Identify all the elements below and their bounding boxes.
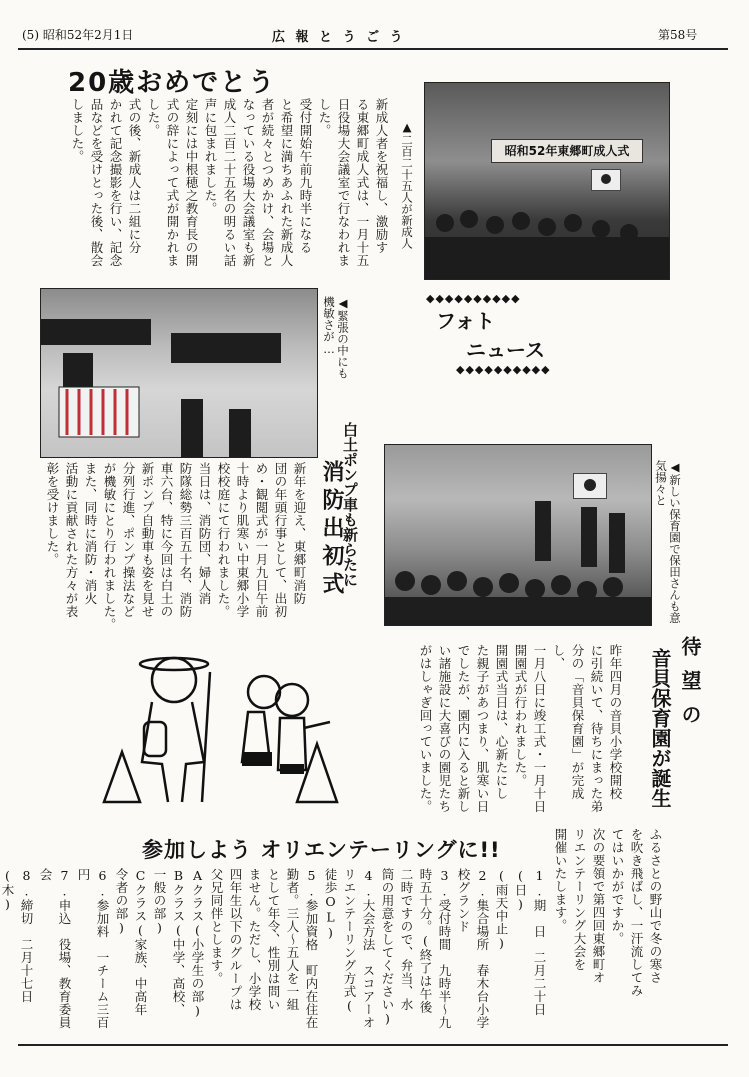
header-rule (18, 48, 728, 50)
nursery-caption: ◀新しい保育園で保田さんも意気揚々と (654, 460, 682, 624)
text-line: と希望に満ちあふれた新成人 (279, 98, 294, 267)
schedule-item: ません。ただし、小学校 (247, 868, 262, 1011)
children-illustration (385, 501, 651, 625)
nursery-photo (384, 444, 652, 626)
coming-of-age-body (68, 98, 391, 278)
ceremony-banner (491, 139, 643, 163)
schedule-item: Cクラス(家族、中高年 (133, 868, 148, 1016)
fire-brigade-subheadline: 白土ポンプ車も新らたに (341, 422, 359, 587)
schedule-item: 5.参加資格 町内在住在 (304, 868, 319, 1029)
schedule-item: 2.集合場所 春木台小学 (475, 868, 490, 1029)
fire-brigade-photo (40, 288, 318, 458)
nursery-headline-b: 音貝保育園が誕生 (648, 648, 672, 808)
banner-text: 昭和52年東郷町成人式 (504, 144, 630, 158)
text-line: 分の「音貝保育園」が完成し、 (551, 644, 585, 800)
coming-of-age-caption: ▲二百二十五人が新成人 (400, 120, 414, 249)
schedule-item: 令者の部) (114, 868, 129, 936)
text-line: なっている役場大会議室も新 (241, 98, 256, 267)
text-line: 一月八日に竣工式・一月十日 (532, 644, 547, 813)
text-line: 当日は、消防団、婦人消 (197, 462, 212, 605)
diamond-border-top: ◆◆◆◆◆◆◆◆◆◆ (426, 292, 521, 305)
schedule-item: 4.大会方法 スコアーオ (361, 868, 376, 1029)
orienteering-intro (551, 828, 665, 1028)
diamond-border-bottom: ◆◆◆◆◆◆◆◆◆◆ (456, 363, 551, 376)
schedule-item: 6.参加料 一チーム三百円 (76, 868, 110, 1029)
text-line: 開園式が行われました。 (513, 644, 528, 787)
text-line: 声に包まれました。 (203, 98, 218, 215)
text-line: 団の年頭行事として、出初 (273, 462, 288, 618)
text-line: 受付開始午前九時半になる (298, 98, 313, 254)
photo-news-line1: フォト (436, 309, 495, 333)
text-line: でしたが、園内に入ると新し (456, 644, 471, 813)
schedule-item: 筒の用意をしてください) (380, 868, 395, 1027)
schedule-item: 時五十分。(終了は午後 (418, 868, 433, 1014)
footer-rule (18, 1044, 728, 1046)
text-line: 彰を受けました。 (45, 462, 60, 566)
text-line: 者が続々とつめかけ、会場と (260, 98, 275, 267)
flag-icon (591, 169, 621, 191)
text-line: 日役場大会議室で行なわれま (336, 98, 351, 267)
schedule-item: (雨天中止) (494, 868, 509, 951)
flag-icon (573, 473, 607, 499)
fire-brigade-headline: 消防出初式 (319, 460, 344, 600)
text-line: した。 (146, 98, 161, 137)
text-line: を吹き飛ばし、一汗流してみ (629, 828, 644, 997)
schedule-item: 7.申込 役場、教育委員会 (38, 868, 72, 1029)
orienteering-items (0, 868, 549, 1038)
text-line: した。 (317, 98, 332, 137)
fire-brigade-caption: ◀緊張の中にも機敏さが… (322, 296, 350, 379)
schedule-item: 1.期 日 二月二十日(日) (513, 868, 547, 1016)
text-line: 昨年四月の音貝小学校開校 (608, 644, 623, 800)
marching-firemen (41, 289, 317, 457)
text-line: 活動に貢献された方々が表 (64, 462, 79, 618)
text-line: 品などを受けとった後、散会 (89, 98, 104, 267)
photo-news-line2: ニュース (466, 338, 545, 362)
text-line: 成人二百二十五名の明るい話 (222, 98, 237, 267)
schedule-item: 一般の部) (152, 868, 167, 936)
schedule-item: 徒歩OL) (323, 868, 338, 941)
text-line: ふるさとの野山で冬の寒さ (648, 828, 663, 984)
text-line: かれて記念撮影を行い、記念 (108, 98, 123, 267)
crowd-illustration (425, 193, 669, 279)
headline-coming-of-age: 20歳おめでとう (68, 68, 277, 98)
schedule-item: 校グランド (456, 868, 471, 933)
text-line: しました。 (70, 98, 85, 163)
schedule-item: 四年生以下のグループは (228, 868, 243, 1011)
text-line: 校校庭にて行われました。 (216, 462, 231, 618)
coming-of-age-photo (424, 82, 670, 280)
text-line: リエンテーリング大会を (572, 828, 587, 971)
nursery-headline-a: 待望の (678, 636, 702, 738)
text-line: が機敏にとり行われました。 (102, 462, 117, 631)
issue-number: 第58号 (658, 28, 698, 42)
nursery-body (416, 644, 625, 814)
schedule-item: 勤者。三人～五人を一組 (285, 868, 300, 1011)
schedule-item: リエンテーリング方式( (342, 868, 357, 1014)
text-line: 式の後、新成人は二組に分 (127, 98, 142, 254)
text-line: 式の辞によって式が開かれま (165, 98, 180, 267)
text-line: に引続いて、待ちにまった弟 (589, 644, 604, 813)
text-line: 定刻には中根穂之教育長の開 (184, 98, 199, 267)
text-line: め・観閲式が一月九日午前 (254, 462, 269, 618)
schedule-item: 8.締切 二月十七日(木) (0, 868, 34, 1003)
text-line: 十時より肌寒い中東郷小学 (235, 462, 250, 618)
text-line: また、同時に消防・消火 (83, 462, 98, 605)
text-line: る東郷町成人式は、一月十五 (355, 98, 370, 267)
text-line: 分列行進、ポンプ操法など (121, 462, 136, 618)
text-line: がはしゃぎ回っていました。 (418, 644, 433, 813)
text-line: 車六台、特に今回は白土の (159, 462, 174, 618)
hikers-illustration (92, 652, 352, 817)
text-line: 防隊総勢三百五十名、消防 (178, 462, 193, 618)
text-line: 開催いたします。 (553, 828, 568, 932)
fire-brigade-body (43, 462, 309, 642)
photo-news-box (426, 292, 586, 382)
text-line: い諸施設に大喜びの園児たち (437, 644, 452, 813)
orienteering-headline: 参加しよう オリエンテーリングに!! (142, 838, 501, 862)
text-line: 新成人者を祝福し、激励す (374, 98, 389, 254)
text-line: 開園式当日は、心新たにし (494, 644, 509, 800)
issue-date: (5) 昭和52年2月1日 (22, 28, 134, 42)
text-line: 次の要領で第四回東郷町オ (591, 828, 606, 984)
text-line: た親子があつまり、肌寒い日 (475, 644, 490, 813)
schedule-item: Aクラス(小学生の部) (190, 868, 205, 1019)
text-line: 新ポンプ自動車も姿を見せ (140, 462, 155, 618)
schedule-item: 父兄同伴とします。 (209, 868, 224, 985)
text-line: 新年を迎え、東郷町消防 (292, 462, 307, 605)
schedule-item: として年令、性別は問い (266, 868, 281, 1011)
text-line: てはいかがですか。 (610, 828, 625, 945)
schedule-item: Bクラス(中学、高校、 (171, 868, 186, 1016)
schedule-item: 二時ですので、弁当、水 (399, 868, 414, 1011)
schedule-item: 3.受付時間 九時半～九 (437, 868, 452, 1029)
paper-title: 広 報 と う ご う (272, 30, 406, 45)
